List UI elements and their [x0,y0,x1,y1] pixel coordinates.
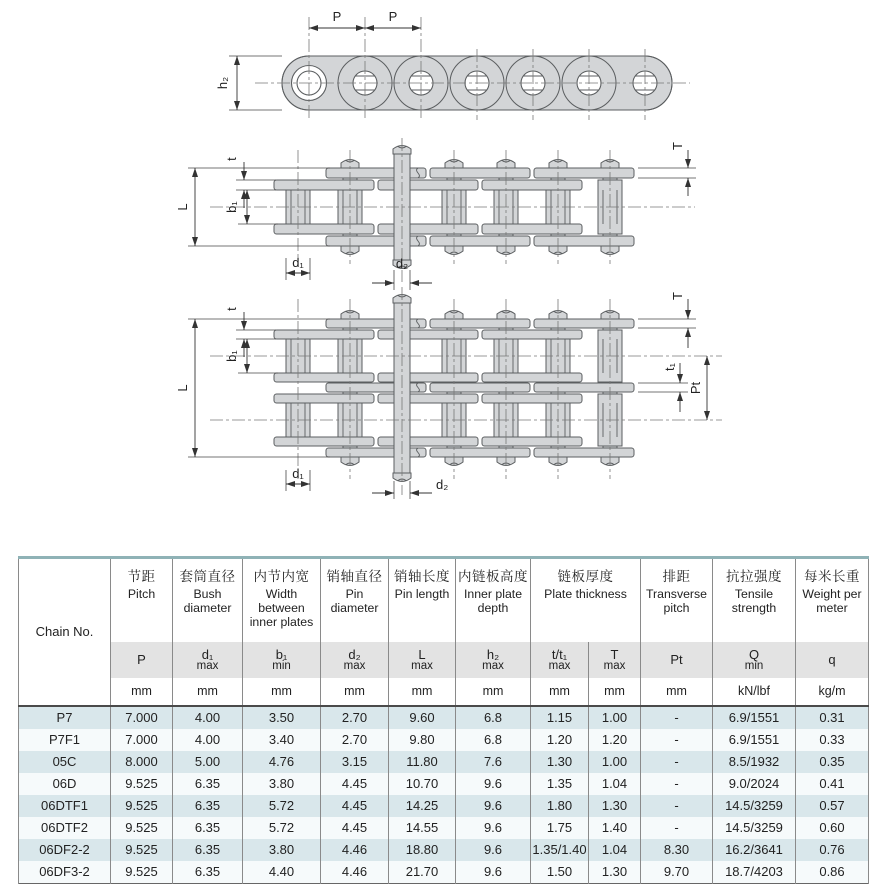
value-cell: - [641,773,713,795]
unit-header: kN/lbf [713,678,796,706]
value-cell: 9.525 [111,773,173,795]
d1-label: d₁ [292,255,304,270]
double-strand-diagram [150,283,750,503]
chain-no-cell: 06DF2-2 [19,839,111,861]
chain-no-cell: 06DTF2 [19,817,111,839]
chain-no-cell: P7 [19,706,111,729]
value-cell: 9.6 [456,817,531,839]
column-header-chain-no: Chain No. [19,558,111,706]
value-cell: 1.30 [531,751,589,773]
chain-no-cell: 06DTF1 [19,795,111,817]
table-row [19,861,869,884]
value-cell: 5.72 [243,795,321,817]
value-cell: 4.45 [321,795,389,817]
value-cell: 7.6 [456,751,531,773]
value-cell: 1.04 [589,773,641,795]
column-header: 链板厚度 Plate thickness [531,558,641,642]
value-cell: - [641,817,713,839]
symbol-header: T max [589,642,641,678]
value-cell: 2.70 [321,706,389,729]
value-cell: 1.30 [589,861,641,884]
value-cell: 8.30 [641,839,713,861]
value-cell: 4.45 [321,817,389,839]
value-cell: - [641,751,713,773]
value-cell: 5.00 [173,751,243,773]
value-cell: 3.15 [321,751,389,773]
value-cell: 1.15 [531,706,589,729]
value-cell: 9.60 [389,706,456,729]
symbol-header: Pt [641,642,713,678]
value-cell: 0.86 [796,861,869,884]
value-cell: 0.31 [796,706,869,729]
value-cell: 14.5/3259 [713,795,796,817]
value-cell: 1.40 [589,817,641,839]
chain-profile-diagram [160,5,860,130]
pitch-label: P [332,9,342,24]
value-cell: 4.45 [321,773,389,795]
value-cell: 0.76 [796,839,869,861]
value-cell: 6.35 [173,839,243,861]
value-cell: 8.000 [111,751,173,773]
value-cell: 0.33 [796,729,869,751]
value-cell: 18.7/4203 [713,861,796,884]
value-cell: 9.525 [111,795,173,817]
value-cell: 1.50 [531,861,589,884]
column-header: 每米长重 Weight per meter [796,558,869,642]
L-label: L [175,384,190,392]
T-label: T [670,142,685,150]
value-cell: 9.6 [456,773,531,795]
spec-table [18,556,869,884]
value-cell: 9.525 [111,861,173,884]
table-row [19,751,869,773]
pitch-label: P [388,9,398,24]
value-cell: 1.20 [589,729,641,751]
single-strand-diagram [150,132,730,292]
value-cell: 14.25 [389,795,456,817]
unit-header: mm [589,678,641,706]
chain-no-cell: 06DF3-2 [19,861,111,884]
value-cell: 0.35 [796,751,869,773]
value-cell: 6.35 [173,817,243,839]
value-cell: 9.80 [389,729,456,751]
value-cell: 1.00 [589,706,641,729]
value-cell: 9.6 [456,839,531,861]
value-cell: 1.80 [531,795,589,817]
b1-label: b₁ [224,350,239,362]
value-cell: 1.35 [531,773,589,795]
value-cell: 14.5/3259 [713,817,796,839]
value-cell: 1.75 [531,817,589,839]
L-label: L [175,203,190,211]
unit-header: mm [111,678,173,706]
value-cell: 3.40 [243,729,321,751]
table-row [19,729,869,751]
value-cell: 6.35 [173,861,243,884]
unit-header: mm [321,678,389,706]
value-cell: 9.0/2024 [713,773,796,795]
t-label: t [224,307,239,311]
pt-label: Pt [688,381,703,395]
value-cell: 2.70 [321,729,389,751]
symbol-header: L max [389,642,456,678]
column-header: 排距 Transverse pitch [641,558,713,642]
column-header: 内节内宽 Width between inner plates [243,558,321,642]
unit-header: mm [243,678,321,706]
chain-no-cell: P7F1 [19,729,111,751]
value-cell: 6.9/1551 [713,729,796,751]
value-cell: 3.80 [243,839,321,861]
column-header: 销轴直径 Pin diameter [321,558,389,642]
d1-label: d₁ [292,466,304,481]
value-cell: 4.40 [243,861,321,884]
value-cell: 7.000 [111,729,173,751]
value-cell: 3.50 [243,706,321,729]
table-row [19,795,869,817]
value-cell: 1.00 [589,751,641,773]
h2-label: h₂ [215,76,230,90]
T-label: T [670,292,685,300]
value-cell: 6.35 [173,795,243,817]
value-cell: 4.00 [173,729,243,751]
value-cell: 4.46 [321,861,389,884]
value-cell: 9.525 [111,817,173,839]
unit-header: mm [456,678,531,706]
table-row [19,773,869,795]
column-header: 节距 Pitch [111,558,173,642]
table-row [19,706,869,729]
value-cell: - [641,706,713,729]
symbol-header: q [796,642,869,678]
value-cell: 10.70 [389,773,456,795]
value-cell: 7.000 [111,706,173,729]
value-cell: 6.35 [173,773,243,795]
value-cell: 6.8 [456,706,531,729]
unit-header: mm [389,678,456,706]
value-cell: 8.5/1932 [713,751,796,773]
column-header: 销轴长度 Pin length [389,558,456,642]
t1-label: t₁ [662,363,677,371]
value-cell: 5.72 [243,817,321,839]
value-cell: 3.80 [243,773,321,795]
value-cell: 9.70 [641,861,713,884]
value-cell: 1.04 [589,839,641,861]
value-cell: 0.57 [796,795,869,817]
t-label: t [224,157,239,161]
value-cell: 1.20 [531,729,589,751]
value-cell: 1.30 [589,795,641,817]
value-cell: 4.76 [243,751,321,773]
value-cell: 4.00 [173,706,243,729]
value-cell: 6.9/1551 [713,706,796,729]
symbol-header: h₂ max [456,642,531,678]
table-row [19,817,869,839]
value-cell: 0.41 [796,773,869,795]
symbol-header: d₁ max [173,642,243,678]
value-cell: 4.46 [321,839,389,861]
unit-header: mm [531,678,589,706]
value-cell: - [641,729,713,751]
unit-header: mm [641,678,713,706]
column-header: 套筒直径 Bush diameter [173,558,243,642]
symbol-header: t/t₁ max [531,642,589,678]
b1-label: b₁ [224,201,239,213]
value-cell: 18.80 [389,839,456,861]
column-header: 内链板高度 Inner plate depth [456,558,531,642]
unit-header: kg/m [796,678,869,706]
unit-header: mm [173,678,243,706]
table-row [19,839,869,861]
value-cell: 9.6 [456,861,531,884]
value-cell: 0.60 [796,817,869,839]
value-cell: 16.2/3641 [713,839,796,861]
chain-no-cell: 05C [19,751,111,773]
chain-no-cell: 06D [19,773,111,795]
symbol-header: Q min [713,642,796,678]
symbol-header: d₂ max [321,642,389,678]
d2-label: d₂ [395,256,409,271]
value-cell: - [641,795,713,817]
column-header: 抗拉强度 Tensile strength [713,558,796,642]
value-cell: 9.6 [456,795,531,817]
symbol-header: b₁ min [243,642,321,678]
value-cell: 11.80 [389,751,456,773]
value-cell: 9.525 [111,839,173,861]
value-cell: 14.55 [389,817,456,839]
value-cell: 1.35/1.40 [531,839,589,861]
value-cell: 6.8 [456,729,531,751]
symbol-header: P [111,642,173,678]
value-cell: 21.70 [389,861,456,884]
d2-label: d₂ [436,477,449,492]
